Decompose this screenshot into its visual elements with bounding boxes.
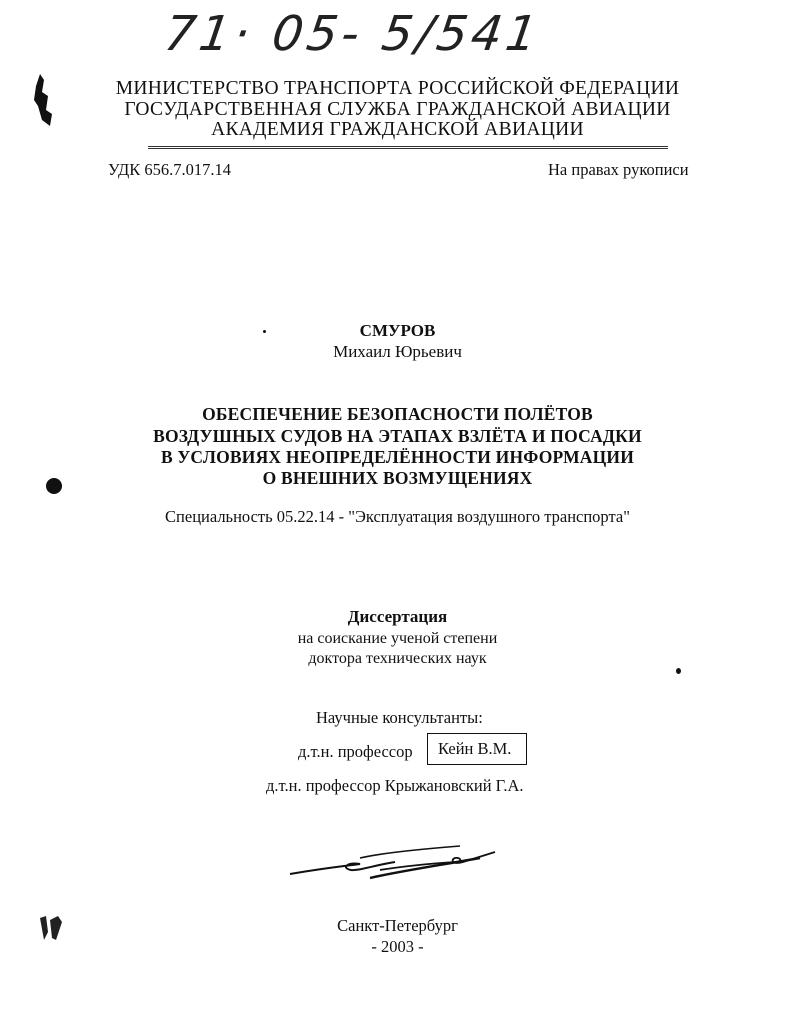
header-academy: АКАДЕМИЯ ГРАЖДАНСКОЙ АВИАЦИИ [211, 119, 584, 140]
thesis-title-line-2: ВОЗДУШНЫХ СУДОВ НА ЭТАПАХ ВЗЛЁТА И ПОСАДКИ [153, 426, 642, 446]
header-service: ГОСУДАРСТВЕННАЯ СЛУЖБА ГРАЖДАНСКОЙ АВИАЦИИ [124, 99, 671, 120]
author-surname: СМУРОВ [359, 321, 436, 340]
thesis-title-line-1: ОБЕСПЕЧЕНИЕ БЕЗОПАСНОСТИ ПОЛЁТОВ [202, 404, 593, 424]
header-ministry: МИНИСТЕРСТВО ТРАНСПОРТА РОССИЙСКОЙ ФЕДЕРАЦИИ [115, 78, 680, 99]
rights-note: На правах рукописи [548, 160, 689, 179]
handwritten-archive-code: 71· 05- 5/541 [161, 6, 545, 62]
dissertation-label: Диссертация [347, 607, 448, 626]
header-divider [148, 146, 668, 149]
consultant-2: д.т.н. профессор Крыжановский Г.А. [266, 776, 524, 795]
specialty: Специальность 05.22.14 - "Эксплуатация воздушного транспорта" [165, 507, 630, 526]
year: - 2003 - [371, 937, 424, 956]
degree-line-1: на соискание ученой степени [297, 630, 498, 647]
consultant-1-title: д.т.н. профессор [298, 742, 413, 761]
place: Санкт-Петербург [337, 916, 458, 935]
udk-code: УДК 656.7.017.14 [108, 160, 232, 179]
signature [285, 838, 505, 888]
thesis-title-line-3: В УСЛОВИЯХ НЕОПРЕДЕЛЁННОСТИ ИНФОРМАЦИИ [160, 447, 635, 467]
consultant-1-name-box: Кейн В.М. [427, 733, 527, 765]
author-given-names: Михаил Юрьевич [333, 342, 462, 361]
consultants-heading: Научные консультанты: [316, 708, 483, 727]
degree-line-2: доктора технических наук [308, 650, 487, 667]
thesis-title-line-4: О ВНЕШНИХ ВОЗМУЩЕНИЯХ [262, 468, 533, 488]
